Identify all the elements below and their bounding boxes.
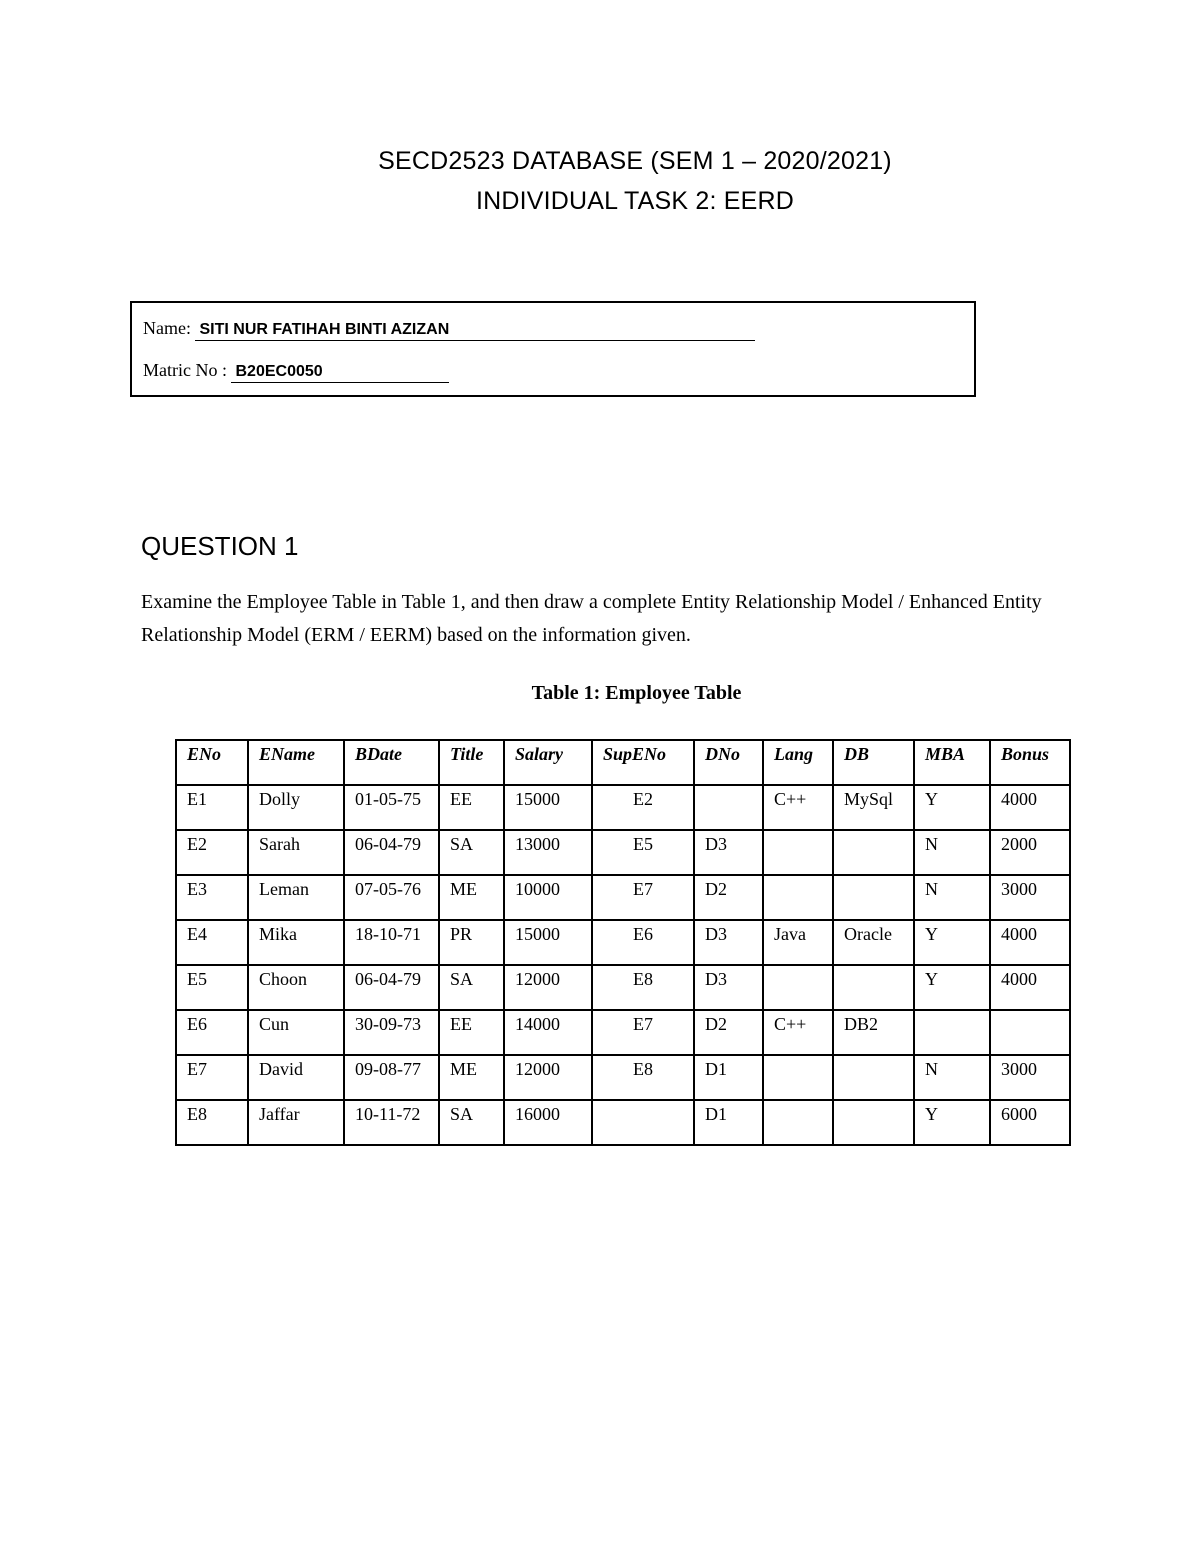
- table-cell: 4000: [990, 920, 1070, 965]
- table-cell: E8: [592, 1055, 694, 1100]
- table-cell: [833, 1055, 914, 1100]
- table-header-row: [176, 740, 1070, 785]
- column-header: Lang: [763, 740, 833, 785]
- table-cell: 12000: [504, 1055, 592, 1100]
- table-cell: Y: [914, 785, 990, 830]
- column-header: Bonus: [990, 740, 1070, 785]
- table-cell: E8: [592, 965, 694, 1010]
- table-cell: DB2: [833, 1010, 914, 1055]
- table-cell: 06-04-79: [344, 965, 439, 1010]
- table-cell: Y: [914, 965, 990, 1010]
- table-row: [176, 1100, 1070, 1145]
- student-info-box: [130, 301, 976, 397]
- table-cell: [833, 965, 914, 1010]
- table-cell: D3: [694, 830, 763, 875]
- column-header: DB: [833, 740, 914, 785]
- table-cell: N: [914, 830, 990, 875]
- table-cell: EE: [439, 1010, 504, 1055]
- table-cell: 10000: [504, 875, 592, 920]
- table-cell: 12000: [504, 965, 592, 1010]
- table-cell: Jaffar: [248, 1100, 344, 1145]
- table-cell: Java: [763, 920, 833, 965]
- column-header: DNo: [694, 740, 763, 785]
- table-cell: 09-08-77: [344, 1055, 439, 1100]
- table-cell: E2: [592, 785, 694, 830]
- table-cell: [763, 875, 833, 920]
- table-row: [176, 875, 1070, 920]
- table-cell: ME: [439, 1055, 504, 1100]
- table-cell: SA: [439, 830, 504, 875]
- table-cell: [763, 1055, 833, 1100]
- question-text: Examine the Employee Table in Table 1, and then draw a complete Entity Relationship Model / Enhanced Entity Relationship Model (ERM / EERM) based on the information given.: [141, 591, 1042, 646]
- column-header: Title: [439, 740, 504, 785]
- table-cell: E5: [592, 830, 694, 875]
- table-cell: 2000: [990, 830, 1070, 875]
- table-cell: 15000: [504, 785, 592, 830]
- table-cell: Cun: [248, 1010, 344, 1055]
- table-cell: E6: [176, 1010, 248, 1055]
- table-cell: 18-10-71: [344, 920, 439, 965]
- name-value: SITI NUR FATIHAH BINTI AZIZAN: [195, 320, 755, 341]
- table-cell: E1: [176, 785, 248, 830]
- name-label: Name:: [143, 318, 191, 338]
- table-cell: E7: [592, 875, 694, 920]
- table-cell: [763, 965, 833, 1010]
- name-line: [143, 317, 755, 341]
- table-cell: Oracle: [833, 920, 914, 965]
- table-cell: SA: [439, 965, 504, 1010]
- table-cell: 3000: [990, 875, 1070, 920]
- table-row: [176, 965, 1070, 1010]
- table-cell: [833, 1100, 914, 1145]
- table-cell: 6000: [990, 1100, 1070, 1145]
- table-cell: D1: [694, 1055, 763, 1100]
- table-cell: 14000: [504, 1010, 592, 1055]
- table-cell: C++: [763, 785, 833, 830]
- table-cell: ME: [439, 875, 504, 920]
- table-cell: 13000: [504, 830, 592, 875]
- table-cell: [833, 830, 914, 875]
- column-header: EName: [248, 740, 344, 785]
- table-cell: Mika: [248, 920, 344, 965]
- table-cell: PR: [439, 920, 504, 965]
- table-cell: SA: [439, 1100, 504, 1145]
- table-cell: N: [914, 1055, 990, 1100]
- table-cell: N: [914, 875, 990, 920]
- table-cell: 15000: [504, 920, 592, 965]
- document-title: SECD2523 DATABASE (SEM 1 – 2020/2021): [378, 147, 892, 175]
- table-cell: E8: [176, 1100, 248, 1145]
- table-caption: Table 1: Employee Table: [531, 682, 742, 704]
- table-cell: EE: [439, 785, 504, 830]
- table-cell: [763, 830, 833, 875]
- table-cell: [763, 1100, 833, 1145]
- table-cell: MySql: [833, 785, 914, 830]
- table-cell: E7: [592, 1010, 694, 1055]
- table-cell: E3: [176, 875, 248, 920]
- matric-label: Matric No :: [143, 360, 227, 380]
- table-cell: 4000: [990, 785, 1070, 830]
- table-cell: 30-09-73: [344, 1010, 439, 1055]
- table-cell: D2: [694, 875, 763, 920]
- table-row: [176, 920, 1070, 965]
- table-row: [176, 785, 1070, 830]
- column-header: SupENo: [592, 740, 694, 785]
- table-cell: Sarah: [248, 830, 344, 875]
- table-cell: Y: [914, 1100, 990, 1145]
- table-row: [176, 830, 1070, 875]
- table-cell: 07-05-76: [344, 875, 439, 920]
- table-cell: D3: [694, 965, 763, 1010]
- column-header: MBA: [914, 740, 990, 785]
- column-header: BDate: [344, 740, 439, 785]
- table-cell: 10-11-72: [344, 1100, 439, 1145]
- table-cell: 06-04-79: [344, 830, 439, 875]
- table-row: [176, 1055, 1070, 1100]
- table-cell: Choon: [248, 965, 344, 1010]
- table-cell: Leman: [248, 875, 344, 920]
- table-cell: E2: [176, 830, 248, 875]
- matric-value: B20EC0050: [231, 362, 449, 383]
- table-cell: [833, 875, 914, 920]
- table-cell: 16000: [504, 1100, 592, 1145]
- table-row: [176, 1010, 1070, 1055]
- column-header: Salary: [504, 740, 592, 785]
- column-header: ENo: [176, 740, 248, 785]
- table-cell: E5: [176, 965, 248, 1010]
- document-subtitle: INDIVIDUAL TASK 2: EERD: [475, 187, 795, 215]
- table-cell: E7: [176, 1055, 248, 1100]
- table-cell: [694, 785, 763, 830]
- table-cell: E4: [176, 920, 248, 965]
- table-cell: David: [248, 1055, 344, 1100]
- table-cell: [592, 1100, 694, 1145]
- table-cell: D3: [694, 920, 763, 965]
- table-body: [176, 785, 1070, 1145]
- table-cell: Y: [914, 920, 990, 965]
- table-cell: C++: [763, 1010, 833, 1055]
- employee-table: [175, 739, 1071, 1146]
- table-cell: E6: [592, 920, 694, 965]
- matric-line: [143, 359, 449, 383]
- table-cell: [914, 1010, 990, 1055]
- table-cell: 4000: [990, 965, 1070, 1010]
- table-cell: D2: [694, 1010, 763, 1055]
- table-cell: D1: [694, 1100, 763, 1145]
- table-cell: 3000: [990, 1055, 1070, 1100]
- table-cell: 01-05-75: [344, 785, 439, 830]
- table-cell: [990, 1010, 1070, 1055]
- question-heading: QUESTION 1: [141, 531, 299, 561]
- table-cell: Dolly: [248, 785, 344, 830]
